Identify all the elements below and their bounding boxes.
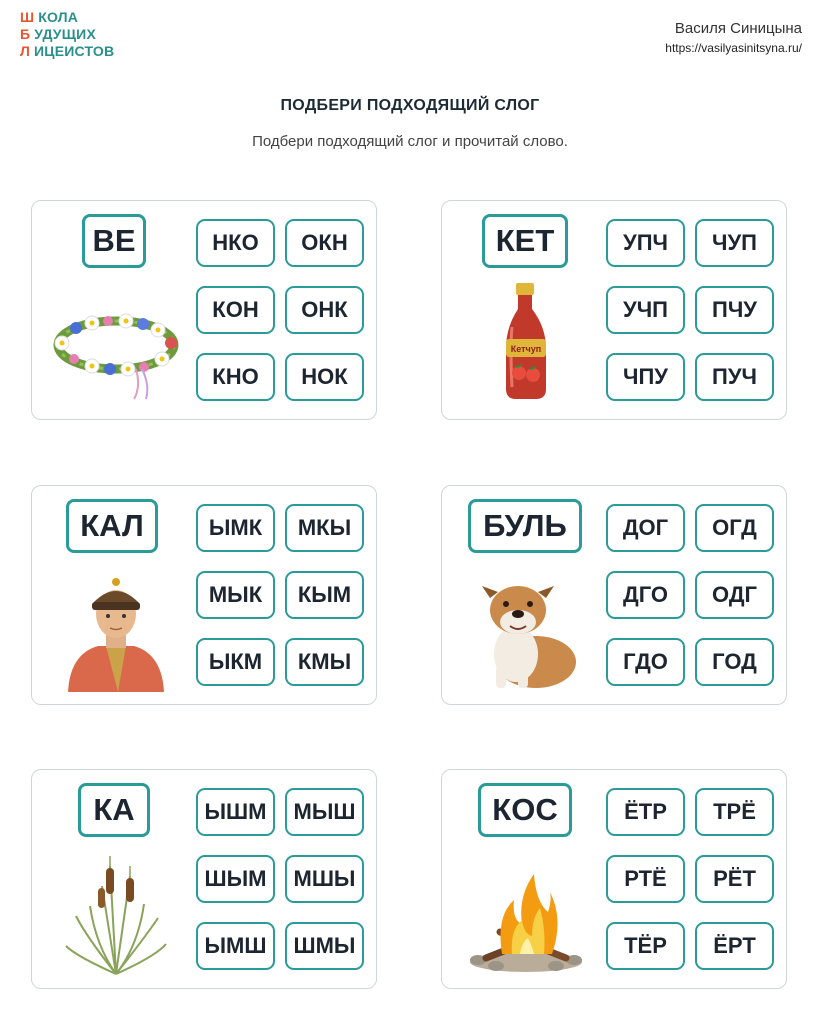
syllable-option[interactable]: ТРЁ (695, 788, 774, 836)
cattail-image (46, 846, 186, 976)
author-name: Василя Синицына (674, 20, 802, 37)
logo-initial: Б (20, 26, 31, 42)
exercise-card (31, 200, 377, 420)
logo-word: УДУЩИХ (34, 26, 96, 42)
author-block (665, 20, 802, 55)
logo-word: ИЦЕИСТОВ (34, 43, 115, 59)
wreath-image (46, 277, 186, 407)
syllable-option[interactable]: ОКН (285, 219, 364, 267)
syllable-option[interactable]: ЧПУ (606, 353, 685, 401)
syllable-option[interactable]: ШМЫ (285, 922, 364, 970)
syllable-option[interactable]: РЁТ (695, 855, 774, 903)
syllable-options (606, 788, 778, 970)
word-prefix: КЕТ (482, 214, 568, 268)
syllable-option[interactable]: ЧУП (695, 219, 774, 267)
syllable-option[interactable]: ЫМШ (196, 922, 275, 970)
syllable-option[interactable]: КОН (196, 286, 275, 334)
syllable-option[interactable]: ШЫМ (196, 855, 275, 903)
syllable-options (606, 504, 778, 686)
syllable-option[interactable]: ЁТР (606, 788, 685, 836)
syllable-option[interactable]: УЧП (606, 286, 685, 334)
syllable-option[interactable]: ОДГ (695, 571, 774, 619)
syllable-option[interactable]: ЫМК (196, 504, 275, 552)
ketchup-image (456, 277, 596, 407)
syllable-option[interactable]: КМЫ (285, 638, 364, 686)
logo-line-2 (20, 26, 114, 43)
syllable-options (196, 788, 368, 970)
author-url[interactable]: https://vasilyasinitsyna.ru/ (665, 41, 802, 55)
syllable-option[interactable]: ПЧУ (695, 286, 774, 334)
syllable-option[interactable]: МЫК (196, 571, 275, 619)
syllable-option[interactable]: НКО (196, 219, 275, 267)
logo-initial: Л (20, 43, 31, 59)
syllable-option[interactable]: ЁРТ (695, 922, 774, 970)
page-title: ПОДБЕРИ ПОДХОДЯЩИЙ СЛОГ (280, 97, 540, 114)
logo-line-1 (20, 9, 114, 26)
syllable-option[interactable]: ОГД (695, 504, 774, 552)
syllable-option[interactable]: ЫШМ (196, 788, 275, 836)
syllable-option[interactable]: ОНК (285, 286, 364, 334)
word-prefix: ВЕ (82, 214, 146, 268)
logo-line-3 (20, 43, 114, 60)
syllable-option[interactable]: КЫМ (285, 571, 364, 619)
syllable-option[interactable]: МШЫ (285, 855, 364, 903)
syllable-option[interactable]: МЫШ (285, 788, 364, 836)
exercise-card (441, 200, 787, 420)
syllable-options (606, 219, 778, 401)
syllable-option[interactable]: МКЫ (285, 504, 364, 552)
bulldog-image (456, 562, 596, 692)
man-image (46, 562, 186, 692)
exercise-card (31, 769, 377, 989)
word-prefix: КАЛ (66, 499, 158, 553)
syllable-options (196, 219, 368, 401)
svg-text:Кетчуп: Кетчуп (510, 344, 542, 354)
exercise-card (441, 769, 787, 989)
exercise-card (441, 485, 787, 705)
logo-word: КОЛА (38, 9, 79, 25)
exercise-card (31, 485, 377, 705)
syllable-option[interactable]: НОК (285, 353, 364, 401)
syllable-option[interactable]: ДГО (606, 571, 685, 619)
page-subtitle: Подбери подходящий слог и прочитай слово. (252, 133, 568, 150)
syllable-option[interactable]: РТЁ (606, 855, 685, 903)
word-prefix: КА (78, 783, 150, 837)
syllable-option[interactable]: УПЧ (606, 219, 685, 267)
syllable-option[interactable]: КНО (196, 353, 275, 401)
syllable-option[interactable]: ЫКМ (196, 638, 275, 686)
syllable-options (196, 504, 368, 686)
logo-initial: Ш (20, 9, 35, 25)
syllable-option[interactable]: ГДО (606, 638, 685, 686)
logo (20, 9, 114, 60)
syllable-option[interactable]: ПУЧ (695, 353, 774, 401)
word-prefix: БУЛЬ (468, 499, 582, 553)
word-prefix: КОС (478, 783, 572, 837)
bonfire-image (456, 846, 596, 976)
syllable-option[interactable]: ДОГ (606, 504, 685, 552)
syllable-option[interactable]: ГОД (695, 638, 774, 686)
syllable-option[interactable]: ТЁР (606, 922, 685, 970)
